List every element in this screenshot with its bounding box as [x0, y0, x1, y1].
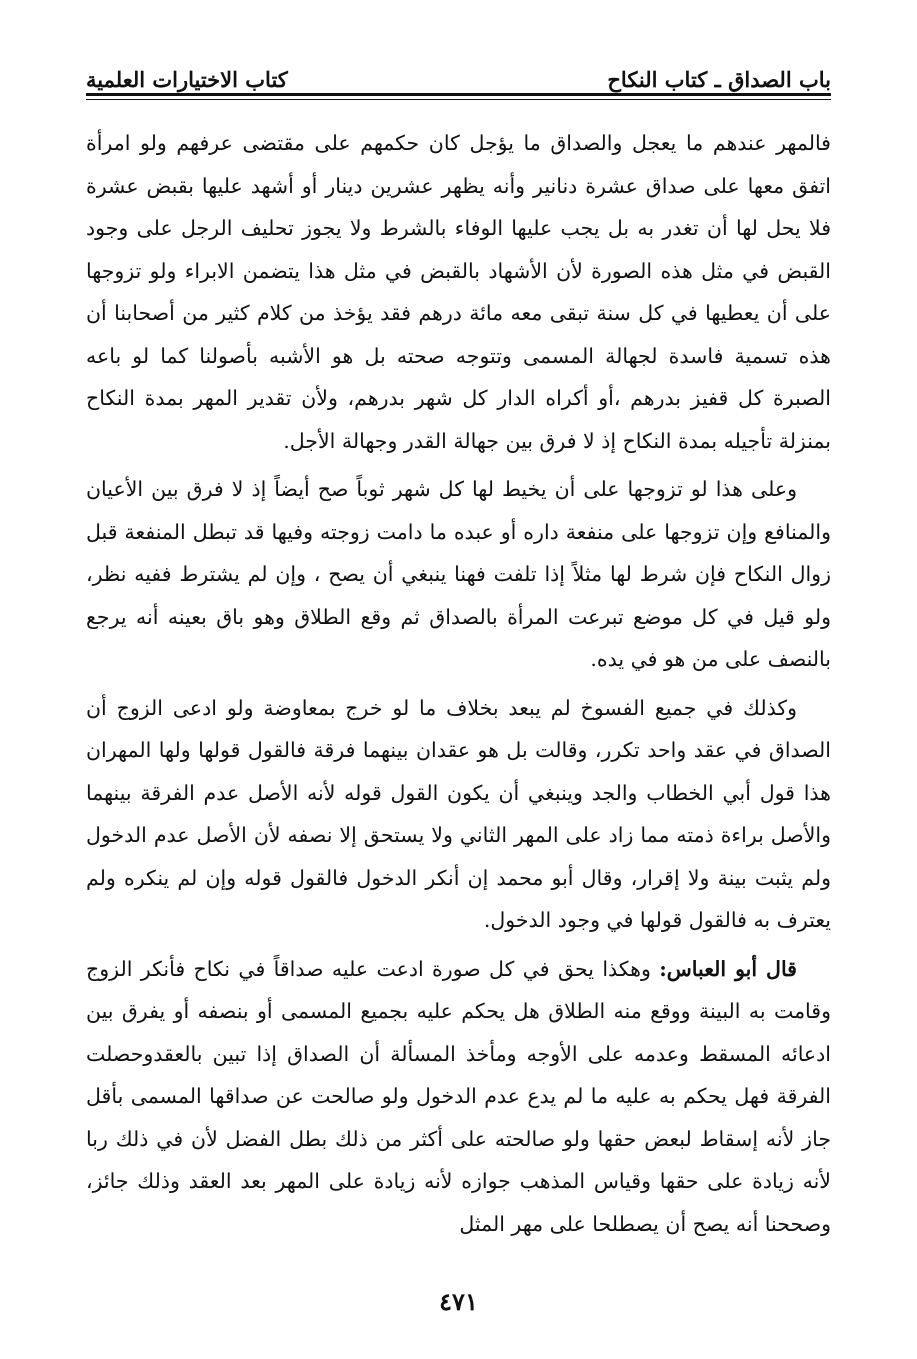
paragraph-1: [86, 122, 831, 462]
paragraph-3: [86, 687, 831, 942]
paragraph-3-text: وكذلك في جميع الفسوخ لم يبعد بخلاف ما لو خرج بمعاوضة ولو ادعى الزوج أن الصداق في عقد واحد تكرر، وقالت بل هو عقدان بينهما فرقة فالقول قولها ولها المهران هذا قول أبي الخطاب والجد وينبغي أن يكون القول قوله لأنه الأصل عدم الفرقة بينهما والأصل براءة ذمته مما زاد على المهر الثاني ولا يستحق إلا نصفه لأن الأصل عدم الدخول ولم يثبت بينة ولا إقرار، وقال أبو محمد إن أنكر الدخول فالقول قوله وإن لم ينكره ولم يعترف به فالقول قولها في وجود الدخول.: [86, 695, 831, 932]
header-rule-thin: [86, 99, 831, 100]
paragraph-4-lead: قال أبو العباس:: [659, 956, 797, 981]
paragraph-4-text: وهكذا يحق في كل صورة ادعت عليه صداقاً في نكاح فأنكر الزوج وقامت به البينة ووقع منه الطلاق هل يحكم عليه بجميع المسمى أو بنصفه أو يفرق بين ادعائه المسقط وعدمه على الأوجه ومأخذ المسألة أن الصداق إذا تبين بالعقدوحصلت الفرقة فهل يحكم به عليه ما لم يدع عدم الدخول ولو صالحت عن صداقها المسمى بأقل جاز لأنه إسقاط لبعض حقها ولو صالحته على أكثر من ذلك بطل الفضل لأن في ذلك ربا لأنه زيادة على حقها وقياس المذهب جوازه لأنه زيادة على المهر بعد العقد وذلك جائز، وصححنا أنه يصح أن يصطلحا على مهر المثل: [86, 956, 831, 1236]
paragraph-2-text: وعلى هذا لو تزوجها على أن يخيط لها كل شهر ثوباً صح أيضاً إذ لا فرق بين الأعيان والمنافع وإن تزوجها على منفعة داره أو عبده ما دامت زوجته وفيها قد تبطل المنفعة قبل زوال النكاح فإن شرط لها مثلاً إذا تلفت فهنا ينبغي أن يصح ، وإن لم يشترط ففيه نظر، ولو قيل في كل موضع تبرعت المرأة بالصداق ثم وقع الطلاق وهو باق بعينه أنه يرجع بالنصف على من هو في يده.: [86, 477, 831, 671]
paragraph-1-text: فالمهر عندهم ما يعجل والصداق ما يؤجل كان حكمهم على مقتضى عرفهم ولو امرأة اتفق معها على صداق عشرة دنانير وأنه يظهر عشرين دينار أو أشهد عليها بقبض عشرة فلا يحل لها أن تغدر به بل يجب عليها الوفاء بالشرط ولا يجوز تحليف الرجل على وجود القبض في مثل هذه الصورة لأن الأشهاد بالقبض في مثل هذا يتضمن الابراء ولو تزوجها على أن يعطيها في كل سنة تبقى معه مائة درهم فقد يؤخذ من كلام كثير من أصحابنا أن هذه تسمية فاسدة لجهالة المسمى وتتوجه صحته بل هو الأشبه بأصولنا كما لو باعه الصبرة كل قفيز بدرهم ،أو أكراه الدار كل شهر بدرهم، ولأن تقدير المهر بمدة النكاح بمنزلة تأجيله بمدة النكاح إذ لا فرق بين جهالة القدر وجهالة الأجل.: [86, 131, 831, 453]
header-chapter-title: باب الصداق ـ كتاب النكاح: [607, 67, 831, 92]
body-text: [86, 122, 831, 1251]
paragraph-4: [86, 948, 831, 1246]
header-book-title: كتاب الاختيارات العلمية: [86, 67, 288, 92]
paragraph-2: [86, 468, 831, 681]
header-rule-thick: [86, 93, 831, 96]
page-number: ٤٧١: [439, 1287, 478, 1316]
running-header: [86, 52, 831, 92]
